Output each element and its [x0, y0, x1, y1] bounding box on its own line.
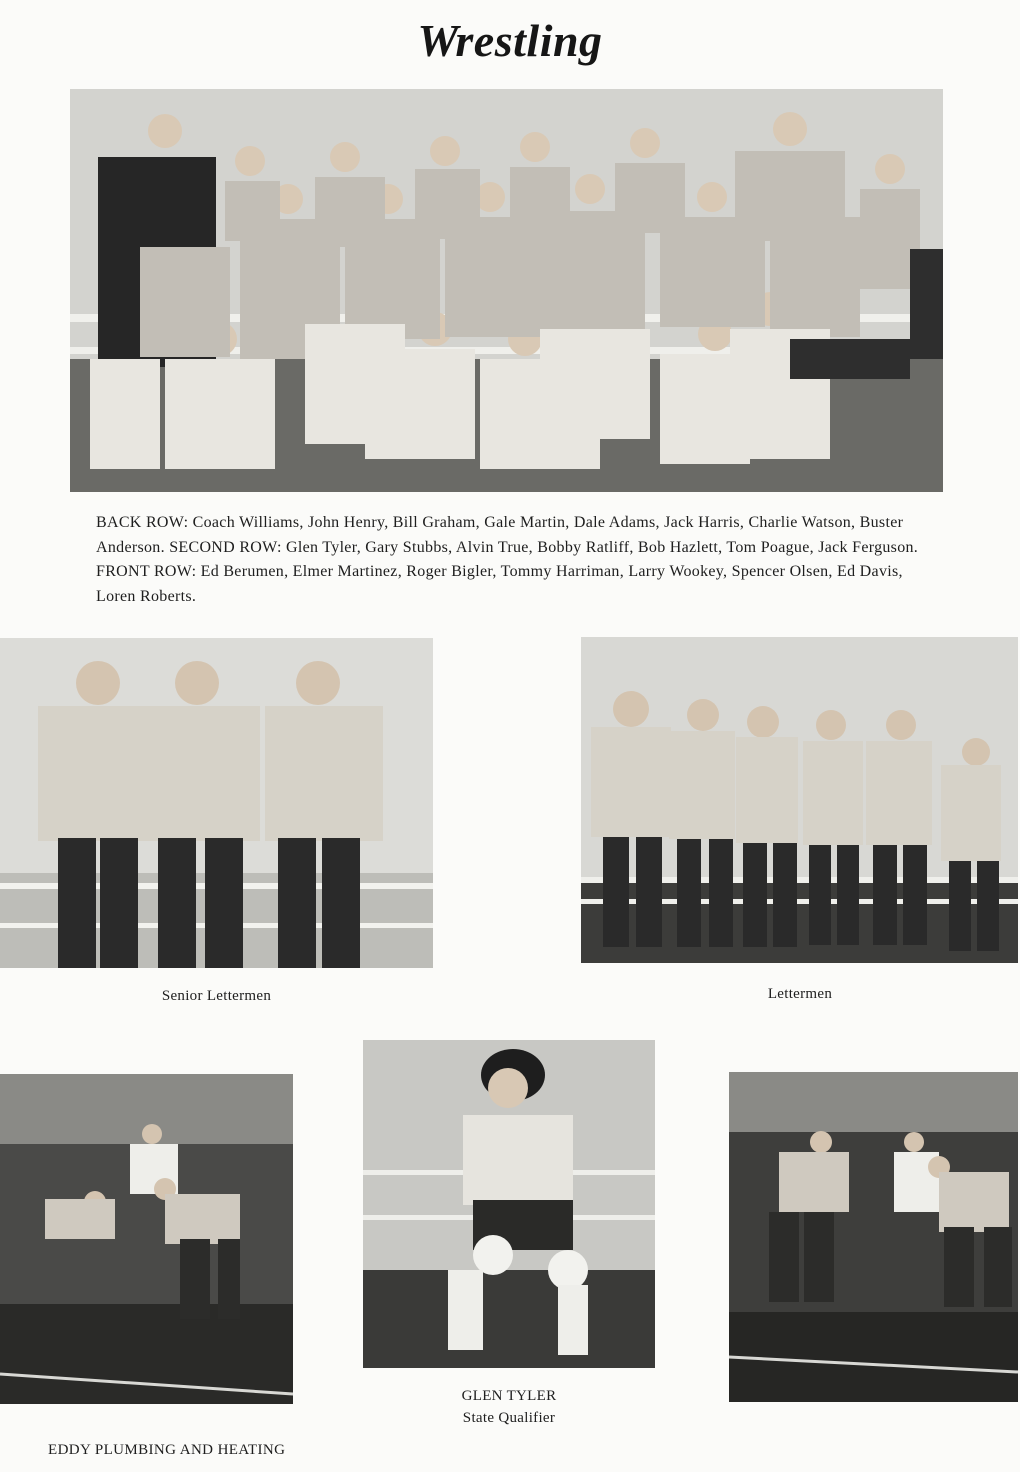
senior-lettermen-caption: Senior Lettermen	[161, 988, 272, 1004]
match-photo-right	[729, 1072, 1018, 1402]
lettermen-caption: Lettermen	[767, 986, 833, 1002]
featured-subtitle: State Qualifier	[462, 1410, 556, 1426]
featured-name: GLEN TYLER	[461, 1388, 557, 1404]
page-title: Wrestling	[417, 15, 603, 66]
footer-advertiser: EDDY PLUMBING AND HEATING	[48, 1442, 286, 1458]
team-caption: BACK ROW: Coach Williams, John Henry, Bill Graham, Gale Martin, Dale Adams, Jack Harris, Charlie Watson, Buster Anderson. SECOND ROW: Glen Tyler, Gary Stubbs, Alvin True, Bobby Ratliff, Bob Hazlett, Tom Poague, Jack Ferguson. FRONT ROW: Ed Berumen, Elmer Martinez, Roger Bigler, Tommy Harriman, Larry Wookey, Spencer Olsen, Ed Davis, Loren Roberts.	[96, 514, 919, 605]
team-photo	[70, 89, 943, 492]
glen-tyler-photo	[363, 1040, 655, 1368]
senior-lettermen-photo	[0, 638, 433, 968]
lettermen-photo	[581, 637, 1018, 963]
match-photo-left	[0, 1074, 293, 1404]
